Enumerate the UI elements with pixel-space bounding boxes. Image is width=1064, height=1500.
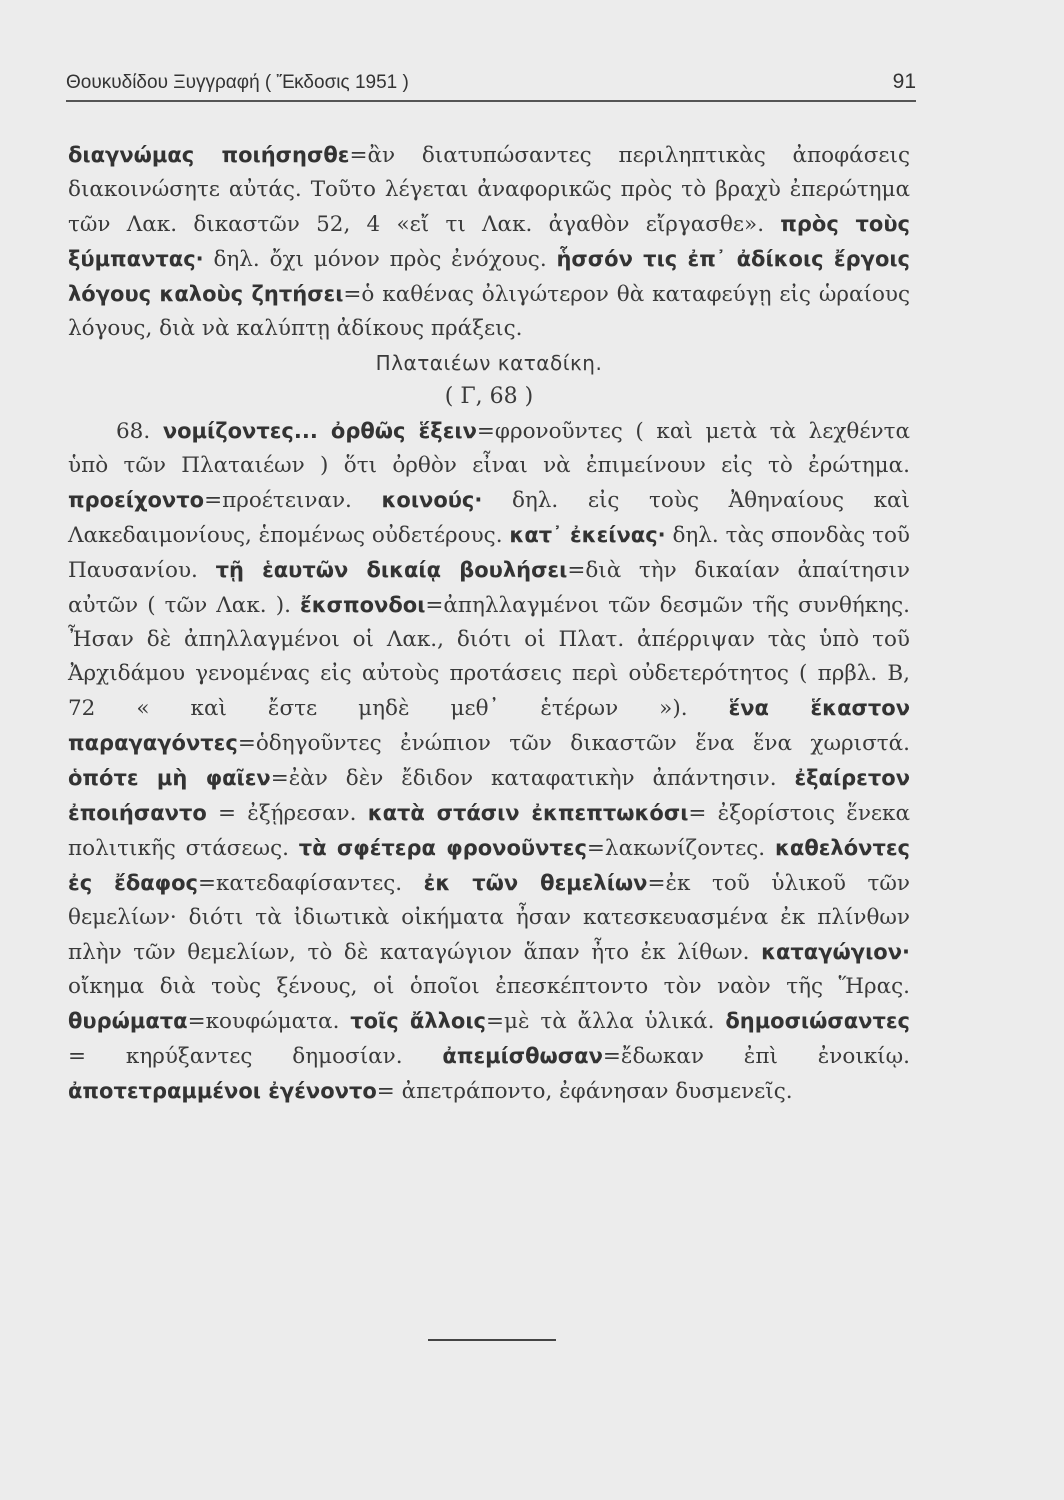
lemma: ἀποτετραμμένοι ἐγένοντο: [68, 1079, 377, 1103]
running-header: [66, 68, 916, 102]
commentary-paragraph-2: [68, 414, 910, 1109]
lemma: κοινούς·: [381, 488, 483, 512]
gloss: = ἐξῄρεσαν.: [206, 801, 368, 826]
lemma: διαγνώμας ποιήσησθε: [68, 143, 350, 167]
lemma: κατ᾽ ἐκείνας·: [509, 523, 666, 547]
gloss: =κατεδαφίσαντες.: [197, 871, 424, 896]
gloss: =ἂν διατυπώσαντες περιληπτικὰς ἀποφάσεις διακοινώσητε αὐτάς. Τοῦτο λέγεται ἀναφορικῶς πρὸς τὸ βραχὺ ἐπερώτημα τῶν Λακ. δικαστῶν 52, 4 «εἴ τι Λακ. ἀγαθὸν εἴργασθε».: [68, 143, 910, 237]
lemma: ὁπότε μὴ φαῖεν: [68, 766, 271, 790]
lemma: ἀπεμίσθωσαν: [442, 1044, 603, 1068]
commentary-body: [68, 138, 910, 1109]
lemma: ἧσσόν τις ἐπ᾽ ἀδίκοις ἔργοις λόγους καλοὺς ζητήσει: [68, 247, 910, 306]
gloss: 68.: [116, 419, 163, 444]
lemma: ἐξαίρετον ἐποιήσαντο: [68, 766, 910, 825]
gloss: =ὁδηγοῦντες ἐνώπιον τῶν δικαστῶν ἕνα ἕνα χωριστά.: [237, 731, 910, 756]
end-rule: [428, 1339, 556, 1341]
gloss: δηλ. εἰς τοὺς Ἀθηναίους καὶ Λακεδαιμονίους, ἑπομένως οὐδετέρους.: [68, 488, 910, 548]
gloss: =λακωνίζοντες.: [586, 836, 775, 861]
gloss: =ὁ καθένας ὀλιγώτερον θὰ καταφεύγῃ εἰς ὡραίους λόγους, διὰ νὰ καλύπτῃ ἀδίκους πράξεις.: [68, 282, 911, 341]
lemma: δημοσιώσαντες: [725, 1009, 910, 1033]
lemma: κατὰ στάσιν ἐκπεπτωκόσι: [367, 801, 689, 825]
running-title: Θουκυδίδου Ξυγγραφή ( Ἔκδοσις 1951 ): [66, 72, 409, 93]
gloss: =φρονοῦντες ( καὶ μετὰ τὰ λεχθέντα ὑπὸ τῶν Πλαταιέων ) ὅτι ὀρθὸν εἶναι νὰ ἐπιμείνουν εἰς τὸ ἐρώτημα.: [68, 419, 910, 478]
gloss: =ἐκ τοῦ ὑλικοῦ τῶν θεμελίων· διότι τὰ ἰδιωτικὰ οἰκήματα ἦσαν κατεσκευασμένα ἐκ πλίνθων πλὴν τῶν θεμελίων, τὸ δὲ καταγώγιον ἅπαν ἦτο ἐκ λίθων.: [68, 871, 910, 965]
lemma: θυρώματα: [68, 1009, 188, 1033]
lemma: τοῖς ἄλλοις: [350, 1009, 486, 1033]
lemma: τῇ ἑαυτῶν δικαίᾳ βουλήσει: [215, 558, 568, 582]
lemma: ἔκσπονδοι: [300, 593, 426, 617]
lemma: προείχοντο: [68, 488, 205, 512]
gloss: = κηρύξαντες δημοσίαν.: [68, 1044, 443, 1069]
gloss: =προέτειναν.: [204, 488, 382, 513]
gloss: =ἔδωκαν ἐπὶ ἐνοικίῳ.: [602, 1044, 910, 1069]
gloss: δηλ. ὄχι μόνον πρὸς ἐνόχους.: [203, 247, 557, 272]
lemma: νομίζοντες... ὀρθῶς ἕξειν: [162, 419, 477, 443]
lemma: καταγώγιον·: [761, 940, 910, 964]
lemma: ἕνα ἕκαστον παραγαγόντες: [68, 696, 910, 755]
gloss: οἴκημα διὰ τοὺς ξένους, οἱ ὁποῖοι ἐπεσκέπτοντο τὸν ναὸν τῆς Ἥρας.: [68, 974, 910, 999]
section-title: Πλαταιέων καταδίκη.: [375, 351, 603, 375]
lemma: ἐκ τῶν θεμελίων: [423, 871, 648, 895]
gloss: δηλ. τὰς σπονδὰς τοῦ Παυσανίου.: [68, 523, 910, 583]
gloss: =διὰ τὴν δικαίαν ἀπαίτησιν αὐτῶν ( τῶν Λακ. ).: [68, 558, 910, 618]
gloss: =μὲ τὰ ἄλλα ὑλικά.: [486, 1009, 726, 1034]
gloss: =ἀπηλλαγμένοι τῶν δεσμῶν τῆς συνθήκης. Ἦσαν δὲ ἀπηλλαγμένοι οἱ Λακ., διότι οἱ Πλατ. ἀπέρριψαν τὰς ὑπὸ τοῦ Ἀρχιδάμου γενομένας εἰς αὐτοὺς προτάσεις περὶ οὐδετερότητος ( πρβλ. Β, 72 « καὶ ἔστε μηδὲ μεθ᾽ ἑτέρων »).: [68, 593, 910, 721]
section-reference: ( Γ, 68 ): [444, 384, 534, 409]
gloss: = ἐξορίστοις ἕνεκα πολιτικῆς στάσεως.: [68, 801, 911, 861]
commentary-paragraph-1: [68, 138, 910, 346]
page-number: 91: [892, 70, 916, 93]
lemma: πρὸς τοὺς ξύμπαντας·: [68, 212, 910, 271]
lemma: καθελόντες ἐς ἔδαφος: [68, 836, 910, 895]
gloss: = ἀπετράποντο, ἐφάνησαν δυσμενεῖς.: [376, 1079, 793, 1104]
gloss: =ἐὰν δὲν ἔδιδον καταφατικὴν ἀπάντησιν.: [270, 766, 795, 791]
gloss: =κουφώματα.: [187, 1009, 351, 1034]
lemma: τὰ σφέτερα φρονοῦντες: [298, 836, 587, 860]
